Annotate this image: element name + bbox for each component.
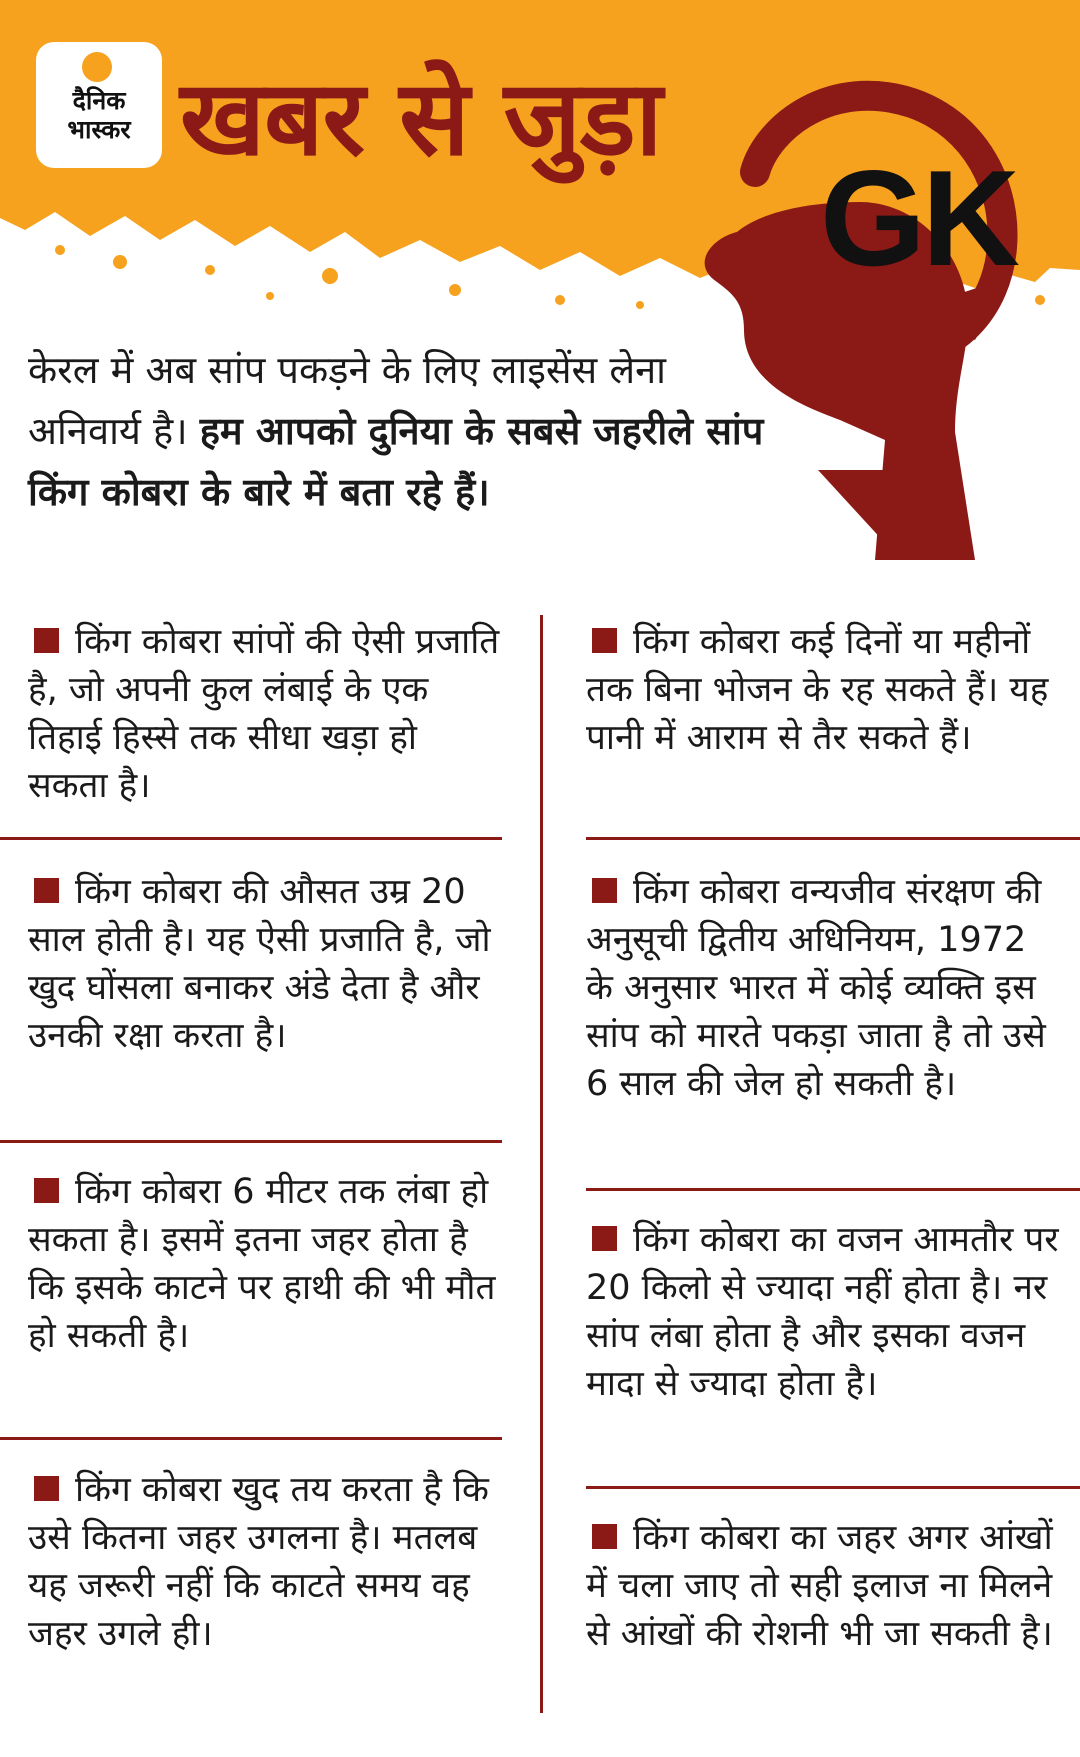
fact-item <box>28 868 506 1060</box>
gk-badge: GK <box>820 142 1016 294</box>
fact-text: किंग कोबरा 6 मीटर तक लंबा हो सकता है। इसमें इतना जहर होता है कि इसके काटने पर हाथी की भी मौत हो सकती है। <box>28 1172 496 1356</box>
column-divider <box>540 615 543 1713</box>
logo-line-1: दैनिक <box>72 86 126 115</box>
separator-line <box>0 837 502 840</box>
fact-text: किंग कोबरा वन्यजीव संरक्षण की अनुसूची द्वितीय अधिनियम, 1972 के अनुसार भारत में कोई व्यक्ति इस सांप को मारते पकड़ा जाता है तो उसे 6 साल की जेल हो सकती है। <box>586 872 1046 1104</box>
bullet-square-icon <box>592 1226 617 1251</box>
page-title: खबर से जुड़ा <box>180 57 662 179</box>
fact-item <box>586 618 1060 762</box>
fact-text: किंग कोबरा का जहर अगर आंखों में चला जाए तो सही इलाज ना मिलने से आंखों की रोशनी भी जा सकती है। <box>586 1518 1053 1654</box>
bullet-square-icon <box>34 1476 59 1501</box>
bullet-square-icon <box>592 628 617 653</box>
separator-line <box>0 1140 502 1143</box>
bullet-square-icon <box>34 1178 59 1203</box>
fact-item <box>28 618 506 810</box>
bullet-square-icon <box>34 878 59 903</box>
sun-icon <box>82 52 112 82</box>
fact-text: किंग कोबरा सांपों की ऐसी प्रजाति है, जो अपनी कुल लंबाई के एक तिहाई हिस्से तक सीधा खड़ा हो सकता है। <box>28 622 500 806</box>
bullet-square-icon <box>34 628 59 653</box>
intro-paragraph <box>28 340 788 523</box>
fact-item <box>586 1514 1060 1658</box>
separator-line <box>586 1486 1080 1489</box>
fact-text: किंग कोबरा कई दिनों या महीनों तक बिना भोजन के रह सकते हैं। यह पानी में आराम से तैर सकते हैं। <box>586 622 1049 758</box>
separator-line <box>0 1437 502 1440</box>
separator-line <box>586 837 1080 840</box>
fact-text: किंग कोबरा का वजन आमतौर पर 20 किलो से ज्यादा नहीं होता है। नर सांप लंबा होता है और इसका वजन मादा से ज्यादा होता है। <box>586 1220 1059 1404</box>
fact-item <box>586 868 1060 1108</box>
bullet-square-icon <box>592 1524 617 1549</box>
dainik-bhaskar-logo <box>36 42 162 168</box>
logo-line-2: भास्कर <box>67 115 131 144</box>
logo-text <box>36 86 162 144</box>
fact-item <box>28 1168 506 1360</box>
fact-item <box>28 1466 506 1658</box>
separator-line <box>586 1188 1080 1191</box>
fact-item <box>586 1216 1060 1408</box>
fact-text: किंग कोबरा की औसत उम्र 20 साल होती है। यह ऐसी प्रजाति है, जो खुद घोंसला बनाकर अंडे देता है और उनकी रक्षा करता है। <box>28 872 491 1056</box>
fact-text: किंग कोबरा खुद तय करता है कि उसे कितना जहर उगलना है। मतलब यह जरूरी नहीं कि काटते समय वह जहर उगले ही। <box>28 1470 489 1654</box>
intro-bold-text: हम आपको दुनिया के सबसे जहरीले सांप किंग कोबरा के बारे में बता रहे हैं। <box>28 409 764 514</box>
bullet-square-icon <box>592 878 617 903</box>
intro-normal-text: केरल में अब सांप पकड़ने के लिए लाइसेंस लेना अनिवार्य है। <box>28 348 667 453</box>
